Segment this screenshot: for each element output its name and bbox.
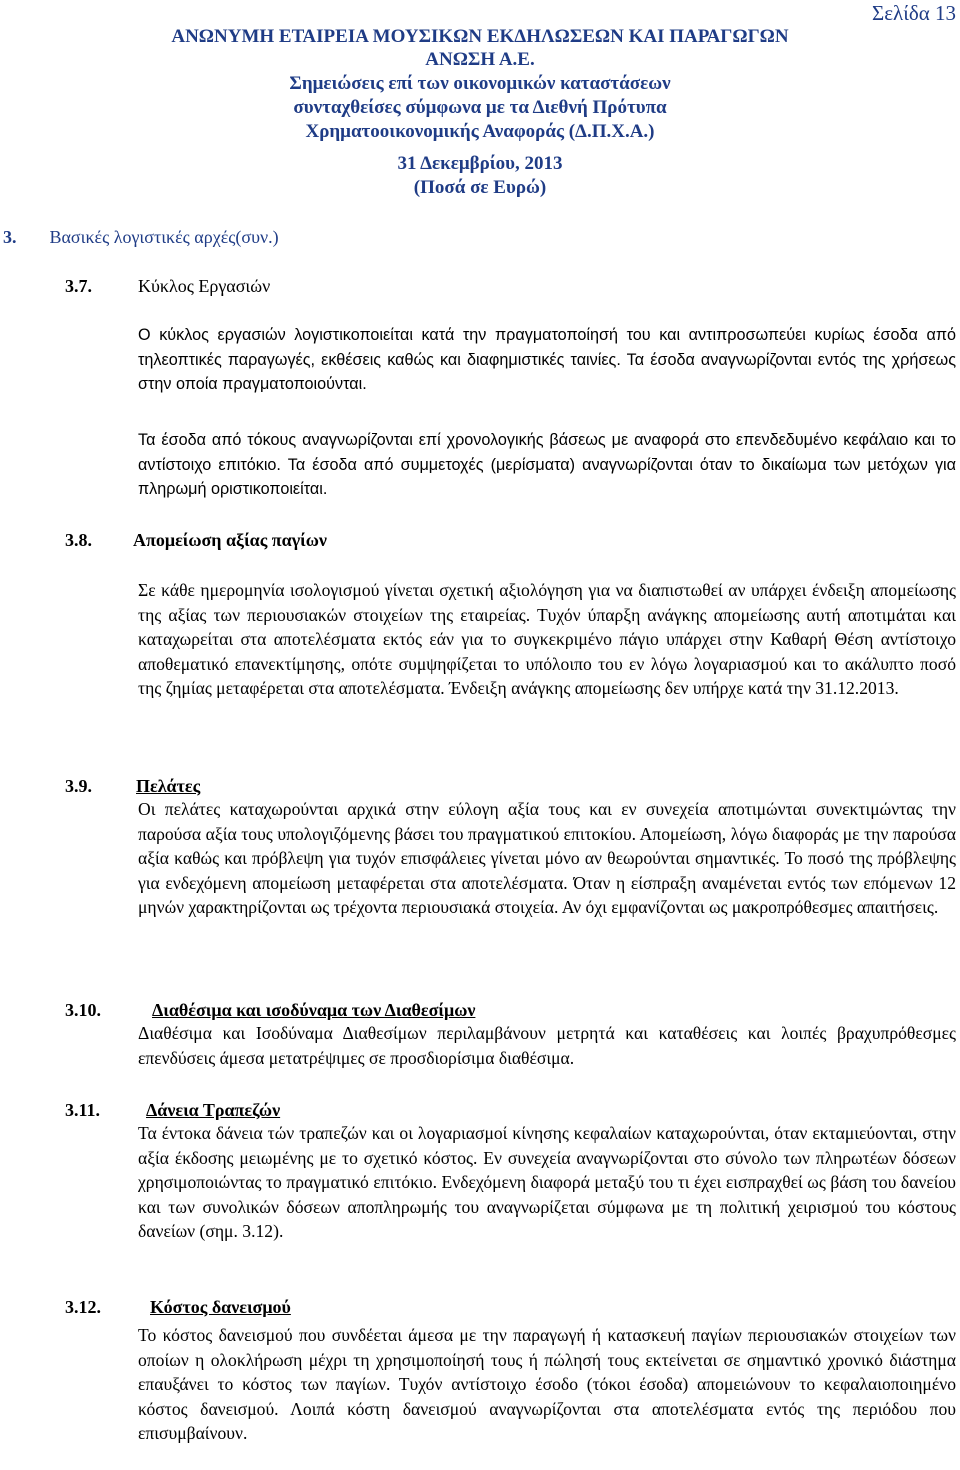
currency-note: (Ποσά σε Ευρώ) [413,177,547,198]
section-3-7-paragraph-1: Ο κύκλος εργασιών λογιστικοποιείται κατά την πραγματοποίησή του και αντιπροσωπεύει κυρίως έσοδα από τηλεοπτικές παραγωγές, εκθέσεις καθώς και διαφημιστικές ταινίες. Τα έσοδα αναγνωρίζονται εντός της χρήσεως στην οποία πραγματοποιούνται. [138,326,956,393]
page-number: Σελίδα 13 [871,1,956,25]
section-3-7-paragraph-2: Τα έσοδα από τόκους αναγνωρίζονται επί χρονολογικής βάσεως με αναφορά στο επενδεδυμένο κεφάλαιο και το αντίστοιχο επιτόκιο. Τα έσοδα από συμμετοχές (μερίσματα) αναγνωρίζονται όταν το δικαίωμα των μετόχων για πληρωμή οριστικοποιείται. [138,431,956,498]
section-3-9-number: 3.9. [65,776,92,796]
section-3-11-title: Δάνεια Τραπεζών [146,1100,281,1120]
section-3-9-paragraph: Οι πελάτες καταχωρούνται αρχικά στην εύλογη αξία τους και εν συνεχεία αποτιμώνται συνεκτιμώντας την παρούσα αξία τους υπολογιζόμενης βάσει του πραγματικού επιτοκίου. Απομείωση, λόγω διαφοράς με την παρούσα αξία καθώς και πρόβλεψη για τυχόν επισφάλειες γίνεται μόνο αν θεωρούνται σημαντικές. Το ποσό της πρόβλεψης για ενδεχόμενη απομείωση μεταφέρεται στα αποτελέσματα. Όταν η είσπραξη αναμένεται εντός των επόμενων 12 μηνών χαρακτηρίζονται ως τρέχοντα περιουσιακά στοιχεία. Αν όχι εμφανίζονται ως μακροπρόθεσμες απαιτήσεις. [138,799,956,917]
section-3-11-paragraph: Τα έντοκα δάνεια τών τραπεζών και οι λογαριασμοί κίνησης κεφαλαίων καταχωρούνται, όταν εκταμιεύονται, στην αξία έκδοσης μειωμένης με το σχετικό κόστος. Εν συνεχεία αναγνωρίζονται στο σύνολο των πληρωτέων δόσεων χρησιμοποιώντας το πραγματικό επιτόκιο. Ενδεχόμενη διαφορά μεταξύ του τι έχει εισπραχθεί ως βάση του δανείου και των συνολικών δόσεων αποπληρωμής του αναγνωρίζεται σύμφωνα με τη πολιτική χειρισμού του κόστους δανείων (σημ. 3.12). [138,1123,956,1241]
section-3-8-paragraph: Σε κάθε ημερομηνία ισολογισμού γίνεται σχετική αξιολόγηση για να διαπιστωθεί αν υπάρχει ένδειξη απομείωσης της αξίας των περιουσιακών στοιχείων της εταιρείας. Τυχόν ύπαρξη ανάγκης απομείωσης αυτή αποτιμάται και καταχωρείται στα αποτελέσματα εκτός εάν για το συγκεκριμένο πάγιο υπάρχει στην Καθαρή Θέση αντίστοιχο αποθεματικό επανεκτίμησης, οπότε συμψηφίζεται το υπόλοιπο του εν λόγω λογαριασμού και το ακάλυπτο ποσό της ζημίας μεταφέρεται στα αποτελέσματα. Ένδειξη ανάγκης απομείωσης δεν υπήρχε κατά την 31.12.2013. [138,580,956,698]
section-3-8-number: 3.8. [65,530,92,550]
company-name: ΑΝΩΝΥΜΗ ΕΤΑΙΡΕΙΑ ΜΟΥΣΙΚΩΝ ΕΚΔΗΛΩΣΕΩΝ ΚΑΙ ΠΑΡΑΓΩΓΩΝ [171,26,789,47]
section-3-11-number: 3.11. [65,1100,101,1120]
section-3-7-title: Κύκλος Εργασιών [138,276,271,296]
section-number: 3. [3,227,17,247]
section-3-12-paragraph: Το κόστος δανεισμού που συνδέεται άμεσα με την παραγωγή ή κατασκευή παγίων περιουσιακών στοιχείων των οποίων η ολοκλήρωση μέχρι τη χρησιμοποίησή τους ή πώλησή τους εκτείνεται σε σημαντικό χρονικό διάστημα επαυξάνει το κόστος των παγίων. Τυχόν αντίστοιχο έσοδο (τόκοι έσοδα) απομειώνουν το κεφαλαιοποιημένο κόστος δανεισμού. Λοιπά κόστη δανεισμού αναγνωρίζονται στα αποτελέσματα εντός της περιόδου που επισυμβαίνουν. [138,1325,956,1443]
section-3-9-title: Πελάτες [136,776,201,796]
notes-title: Σημειώσεις επί των οικονομικών καταστάσεων [289,73,671,94]
section-heading [3,227,279,248]
report-date: 31 Δεκεμβρίου, 2013 [397,153,563,174]
section-3-10-paragraph: Διαθέσιμα και Ισοδύναμα Διαθεσίμων περιλαμβάνουν μετρητά και καταθέσεις και λοιπές βραχυπρόθεσμες επενδύσεις άμεσα μετατρέψιμες σε προσδιορίσιμα διαθέσιμα. [138,1023,956,1068]
section-3-10-title: Διαθέσιμα και ισοδύναμα των Διαθεσίμων [152,1000,476,1020]
company-name-short: ΑΝΩΣΗ Α.Ε. [425,49,535,70]
section-title: Βασικές λογιστικές αρχές(συν.) [49,227,279,247]
section-3-7-number: 3.7. [65,276,92,296]
notes-standard-line-2: Χρηματοοικονομικής Αναφοράς (Δ.Π.Χ.Α.) [305,121,655,142]
section-3-12-number: 3.12. [65,1297,101,1317]
section-3-8-title: Απομείωση αξίας παγίων [133,530,327,550]
section-3-10-number: 3.10. [65,1000,101,1020]
section-3-12-title: Κόστος δανεισμού [150,1297,291,1317]
notes-standard-line: συνταχθείσες σύμφωνα με τα Διεθνή Πρότυπα [293,97,667,118]
